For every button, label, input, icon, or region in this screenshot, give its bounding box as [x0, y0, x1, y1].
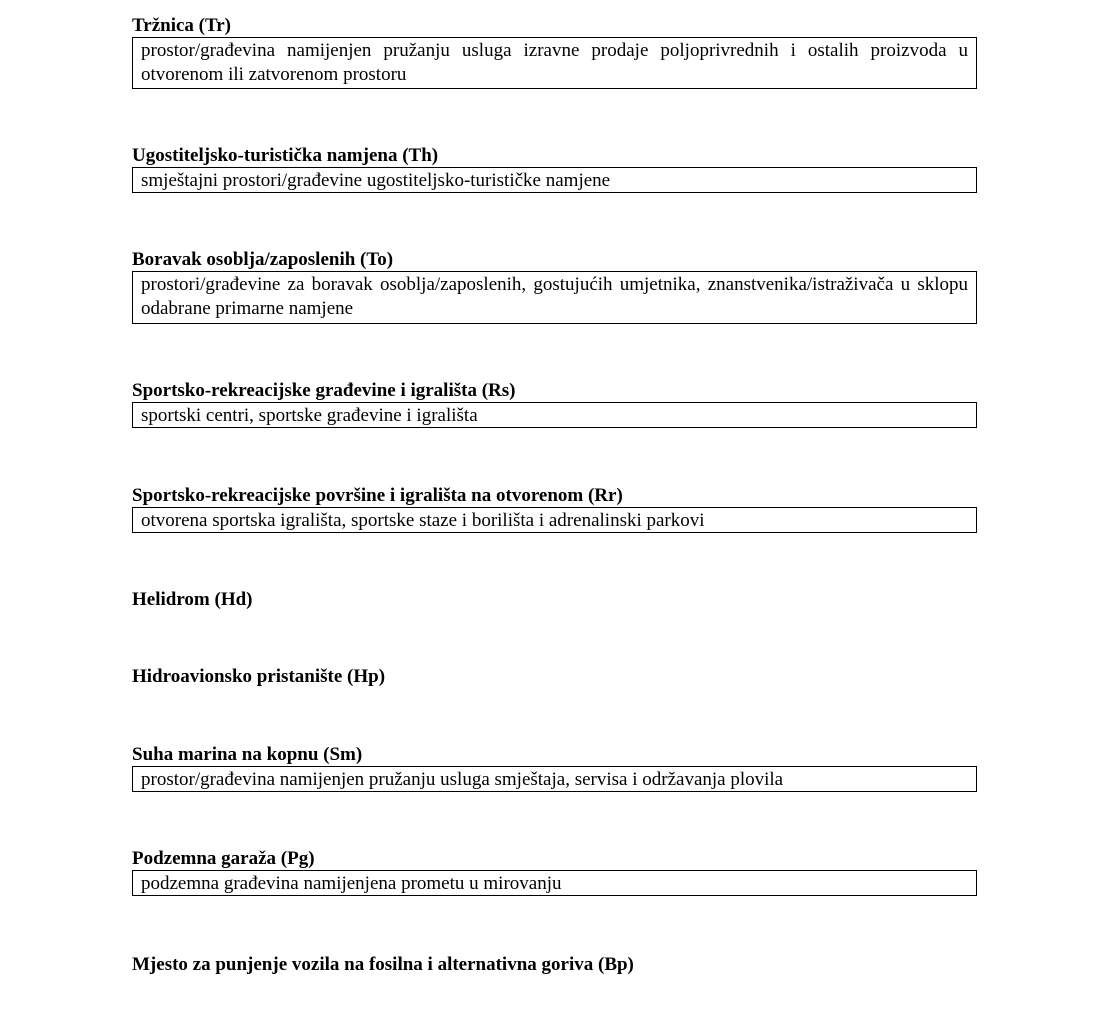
section-ugostiteljsko-turisticka: [132, 145, 977, 193]
section-heading: Sportsko-rekreacijske građevine i igrališta (Rs): [132, 380, 516, 401]
section-trznica: [132, 15, 977, 89]
section-hidroavionsko-pristaniste: [132, 666, 977, 688]
section-sportske-gradevine: [132, 380, 977, 428]
section-description: podzemna građevina namijenjena prometu u mirovanju: [132, 870, 977, 896]
section-description: smještajni prostori/građevine ugostiteljsko-turističke namjene: [132, 167, 977, 193]
section-heading: Mjesto za punjenje vozila na fosilna i alternativna goriva (Bp): [132, 954, 634, 975]
section-heading: Ugostiteljsko-turistička namjena (Th): [132, 145, 439, 166]
section-heading: Podzemna garaža (Pg): [132, 848, 315, 869]
section-suha-marina: [132, 744, 977, 792]
section-boravak-osoblja: [132, 249, 977, 324]
section-helidrom: [132, 589, 977, 611]
section-heading: Suha marina na kopnu (Sm): [132, 744, 363, 765]
section-description: prostor/građevina namijenjen pružanju usluga smještaja, servisa i održavanja plovila: [132, 766, 977, 792]
section-description: prostori/građevine za boravak osoblja/zaposlenih, gostujućih umjetnika, znanstvenika/istraživača u sklopu odabrane primarne namjene: [132, 271, 977, 324]
section-heading: Hidroavionsko pristanište (Hp): [132, 666, 386, 687]
section-description: otvorena sportska igrališta, sportske staze i borilišta i adrenalinski parkovi: [132, 507, 977, 533]
section-heading: Tržnica (Tr): [132, 15, 232, 36]
section-punjenje-vozila: [132, 954, 977, 976]
section-heading: Boravak osoblja/zaposlenih (To): [132, 249, 394, 270]
section-description: prostor/građevina namijenjen pružanju usluga izravne prodaje poljoprivrednih i ostalih proizvoda u otvorenom ili zatvorenom prostoru: [132, 37, 977, 89]
section-heading: Sportsko-rekreacijske površine i igrališta na otvorenom (Rr): [132, 485, 623, 506]
section-sportske-povrsine: [132, 485, 977, 533]
section-podzemna-garaza: [132, 848, 977, 896]
section-heading: Helidrom (Hd): [132, 589, 253, 610]
section-description: sportski centri, sportske građevine i igrališta: [132, 402, 977, 428]
